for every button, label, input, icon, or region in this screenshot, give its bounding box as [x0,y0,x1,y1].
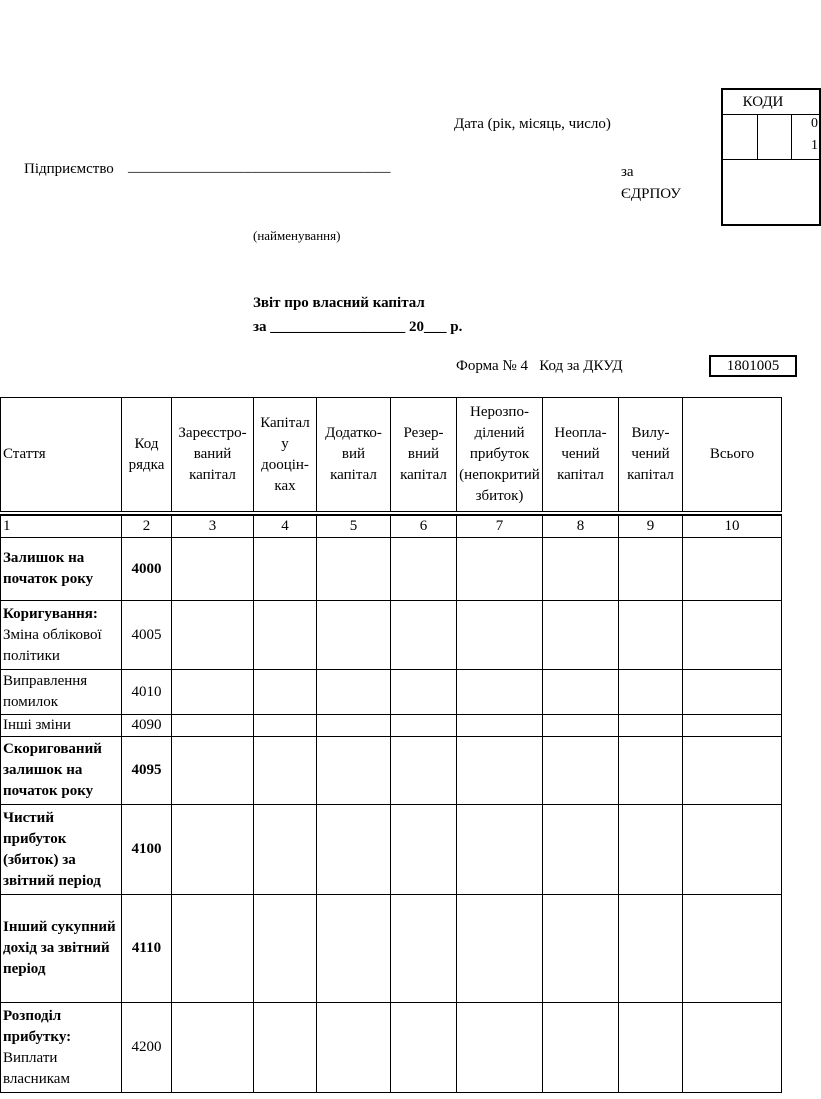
value-cell[interactable] [391,538,457,601]
col-number: 3 [172,515,254,538]
row-label-text: Інші зміни [3,717,71,733]
report-period [253,319,462,336]
table-row [1,538,782,601]
value-cell[interactable] [391,715,457,737]
value-cell[interactable] [391,601,457,670]
row-label-bold: Скоригований залишок на початок року [3,741,102,799]
col-number: 7 [457,515,543,538]
value-cell[interactable] [254,601,317,670]
row-code: 4200 [122,1003,172,1093]
value-cell[interactable] [172,670,254,715]
period-prefix: за [253,319,267,335]
col-number: 1 [1,515,122,538]
value-cell[interactable] [391,805,457,895]
dkud-code: 1801005 [709,355,797,377]
value-cell[interactable] [317,715,391,737]
col-number: 4 [254,515,317,538]
year-suffix: р. [450,319,463,335]
col-header-additional: Додатко-вий капітал [317,398,391,512]
capital-table [0,397,782,1093]
value-cell[interactable] [683,715,782,737]
value-cell[interactable] [172,601,254,670]
value-cell[interactable] [254,670,317,715]
value-cell[interactable] [172,737,254,805]
value-cell[interactable] [254,805,317,895]
value-cell[interactable] [543,538,619,601]
value-cell[interactable] [683,670,782,715]
codes-cell [723,114,758,159]
value-cell[interactable] [254,895,317,1003]
value-cell[interactable] [457,1003,543,1093]
row-label-text: Виправлення помилок [3,673,88,710]
value-cell[interactable] [619,670,683,715]
value-cell[interactable] [457,601,543,670]
value-cell[interactable] [543,601,619,670]
table-row [1,715,782,737]
value-cell[interactable] [457,670,543,715]
col-number: 9 [619,515,683,538]
col-header-code: Код рядка [122,398,172,512]
value-cell[interactable] [457,895,543,1003]
column-number-row [1,515,782,538]
enterprise-name-field[interactable]: ___________________________________ [128,159,391,175]
year-prefix: 20 [409,319,425,335]
value-cell[interactable] [457,805,543,895]
header-row [1,398,782,512]
value-cell[interactable] [172,895,254,1003]
enterprise-label: Підприємство [24,161,114,177]
value-cell[interactable] [317,670,391,715]
value-cell[interactable] [619,895,683,1003]
row-code: 4005 [122,601,172,670]
edrpou-label: за ЄДРПОУ [621,164,681,202]
row-label [1,1003,122,1093]
value-cell[interactable] [543,895,619,1003]
year-field[interactable]: ___ [424,319,447,335]
table-row [1,670,782,715]
codes-value: 1 [811,138,818,153]
value-cell[interactable] [683,895,782,1003]
value-cell[interactable] [172,1003,254,1093]
col-header-registered: Зареєстро-ваний капітал [172,398,254,512]
col-header-unpaid: Неопла-чений капітал [543,398,619,512]
value-cell[interactable] [619,1003,683,1093]
col-number: 10 [683,515,782,538]
value-cell[interactable] [619,737,683,805]
value-cell[interactable] [317,538,391,601]
value-cell[interactable] [317,737,391,805]
value-cell[interactable] [543,670,619,715]
table-row [1,601,782,670]
codes-date-row [723,114,819,160]
value-cell[interactable] [172,538,254,601]
value-cell[interactable] [391,737,457,805]
col-header-reserve: Резер-вний капітал [391,398,457,512]
value-cell[interactable] [543,805,619,895]
value-cell[interactable] [683,805,782,895]
row-label-bold: Коригування: [3,605,98,622]
table-row [1,1003,782,1093]
value-cell[interactable] [457,715,543,737]
row-code: 4095 [122,737,172,805]
codes-cell [757,114,792,159]
row-label [1,895,122,1003]
value-cell[interactable] [683,538,782,601]
col-header-withdrawn: Вилу-чений капітал [619,398,683,512]
value-cell[interactable] [254,1003,317,1093]
value-cell[interactable] [172,715,254,737]
col-header-revaluation: Капітал у дооцін-ках [254,398,317,512]
table-row [1,895,782,1003]
row-label [1,538,122,601]
row-label [1,737,122,805]
value-cell[interactable] [457,538,543,601]
codes-value: 0 [811,116,818,131]
value-cell[interactable] [391,1003,457,1093]
value-cell[interactable] [391,895,457,1003]
table-row [1,737,782,805]
name-hint: (найменування) [253,228,341,243]
value-cell[interactable] [254,715,317,737]
codes-box [721,88,821,226]
col-number: 8 [543,515,619,538]
codes-title: КОДИ [723,90,819,115]
row-code: 4010 [122,670,172,715]
period-field[interactable]: __________________ [270,319,406,335]
value-cell[interactable] [317,601,391,670]
date-label: Дата (рік, місяць, число) [454,116,611,132]
report-title: Звіт про власний капітал [253,295,425,311]
value-cell[interactable] [317,1003,391,1093]
form-label: Форма № 4 Код за ДКУД [456,358,623,374]
col-number: 6 [391,515,457,538]
row-label-bold: Залишок на початок року [3,550,94,587]
value-cell[interactable] [391,670,457,715]
value-cell[interactable] [683,1003,782,1093]
row-label-text: Зміна облікової політики [3,626,102,664]
value-cell[interactable] [619,601,683,670]
row-label-bold: Розподіл прибутку: [3,1007,72,1045]
value-cell[interactable] [543,1003,619,1093]
value-cell[interactable] [543,737,619,805]
row-label [1,715,122,737]
row-label [1,601,122,670]
value-cell[interactable] [457,737,543,805]
value-cell[interactable] [683,737,782,805]
value-cell[interactable] [254,538,317,601]
col-number: 2 [122,515,172,538]
value-cell[interactable] [543,715,619,737]
col-header-retained: Нерозпо-ділений прибуток (непокритий збиток) [457,398,543,512]
value-cell[interactable] [619,805,683,895]
row-label [1,805,122,895]
row-label [1,670,122,715]
value-cell[interactable] [254,737,317,805]
row-code: 4100 [122,805,172,895]
row-code: 4110 [122,895,172,1003]
row-label-text: Виплати власникам [3,1049,70,1087]
value-cell[interactable] [619,538,683,601]
value-cell[interactable] [683,601,782,670]
row-code: 4090 [122,715,172,737]
col-header-total: Всього [683,398,782,512]
table-row [1,805,782,895]
value-cell[interactable] [317,805,391,895]
value-cell[interactable] [172,805,254,895]
col-number: 5 [317,515,391,538]
row-label-bold: Чистий прибуток (збиток) за звітний період [3,809,101,889]
row-label-bold: Інший сукупний дохід за звітний період [3,919,116,977]
value-cell[interactable] [317,895,391,1003]
row-code: 4000 [122,538,172,601]
value-cell[interactable] [619,715,683,737]
col-header-article: Стаття [1,398,122,512]
